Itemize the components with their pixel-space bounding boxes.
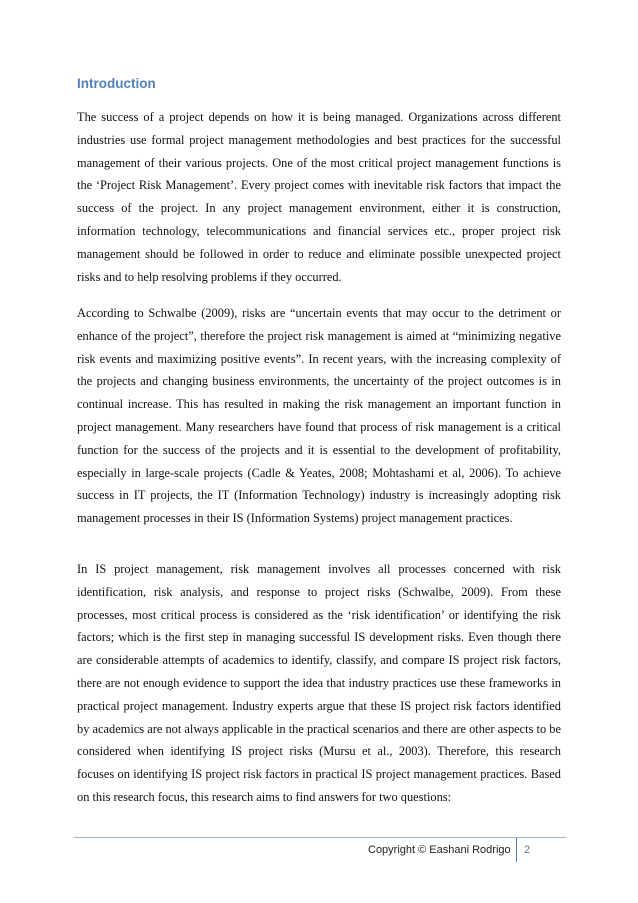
footer-divider xyxy=(516,838,517,862)
footer-copyright: Copyright © Eashani Rodrigo xyxy=(368,844,511,856)
paragraph-3: In IS project management, risk management involves all processes concerned with risk identification, risk analysis, and response to project risks (Schwalbe, 2009). From these processes, most critical process is considered as the ‘risk identification’ or identifying the risk factors; which is the first step in managing successful IS development risks. Even though there are considerable attempts of academics to identify, classify, and compare IS project risk factors, there are not enough evidence to support the idea that industry practices use these frameworks in practical project management. Industry experts argue that these IS project risk factors identified by academics are not always applicable in the practical scenarios and there are other aspects to be considered when identifying IS project risks (Mursu et al., 2003). Therefore, this research focuses on identifying IS project risk factors in practical IS project management practices. Based on this research focus, this research aims to find answers for two questions: xyxy=(77,562,561,804)
section-heading: Introduction xyxy=(77,76,156,91)
paragraph-2: According to Schwalbe (2009), risks are “uncertain events that may occur to the detriment or enhance of the project”, therefore the project risk management is aimed at “minimizing negative risk events and maximizing positive events”. In recent years, with the increasing complexity of the projects and changing business environments, the uncertainty of the project outcomes is in continual increase. This has resulted in making the risk management an important function in project management. Many researchers have found that process of risk management is a critical function for the success of the projects and it is essential to the development of profitability, especially in large-scale projects (Cadle & Yeates, 2008; Mohtashami et al, 2006). To achieve success in IT projects, the IT (Information Technology) industry is increasingly adopting risk management processes in their IS (Information Systems) project management practices. xyxy=(77,306,561,526)
page-number: 2 xyxy=(524,844,531,856)
paragraph-1: The success of a project depends on how it is being managed. Organizations across different industries use formal project management methodologies and best practices for the successful management of their various projects. One of the most critical project management functions is the ‘Project Risk Management’. Every project comes with inevitable risk factors that impact the success of the project. In any project management environment, either it is construction, information technology, telecommunications and financial services etc., proper project risk management should be followed in order to reduce and eliminate possible unexpected project risks and to help resolving problems if they occurred. xyxy=(77,110,561,284)
